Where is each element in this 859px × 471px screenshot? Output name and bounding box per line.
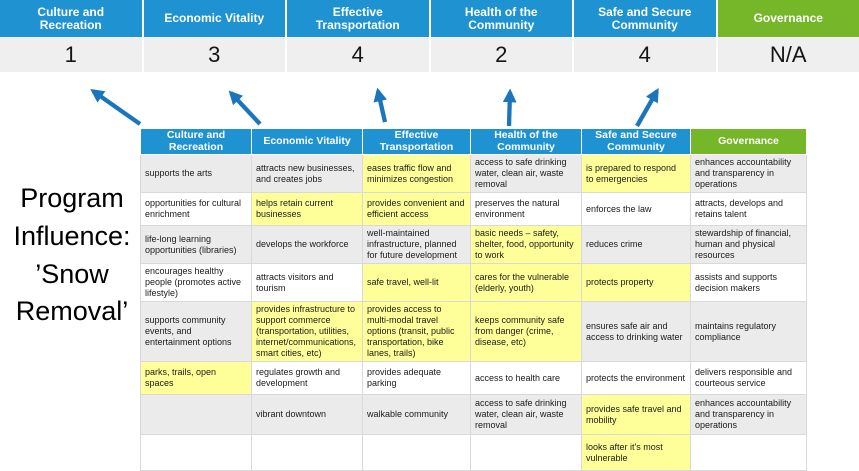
matrix-cell-r6-c5: protects the environment bbox=[582, 362, 691, 395]
matrix-cell-r4-c2: attracts visitors and tourism bbox=[252, 264, 363, 302]
matrix-cell-r3-c3: well-maintained infrastructure, planned for future development bbox=[363, 226, 471, 264]
matrix-cell-r7-c5: provides safe travel and mobility bbox=[582, 395, 691, 435]
influence-arrow-4 bbox=[637, 91, 657, 126]
matrix-cell-r6-c6: delivers responsible and courteous service bbox=[691, 362, 807, 395]
influence-matrix-table bbox=[140, 128, 807, 471]
matrix-cell-r2-c1: opportunities for cultural enrichment bbox=[141, 193, 252, 226]
category-header-4: Safe and Secure Community bbox=[574, 0, 716, 37]
matrix-cell-r8-c5: looks after it's most vulnerable bbox=[582, 435, 691, 471]
matrix-cell-r1-c3: eases traffic flow and minimizes congestion bbox=[363, 155, 471, 193]
matrix-cell-r1-c1: supports the arts bbox=[141, 155, 252, 193]
matrix-cell-r6-c3: provides adequate parking bbox=[363, 362, 471, 395]
score-value-2: 4 bbox=[287, 38, 429, 72]
matrix-cell-r5-c5: ensures safe air and access to drinking water bbox=[582, 302, 691, 362]
influence-arrow-1 bbox=[231, 93, 260, 124]
category-header-0: Culture and Recreation bbox=[0, 0, 142, 37]
matrix-cell-r4-c5: protects property bbox=[582, 264, 691, 302]
score-value-1: 3 bbox=[144, 38, 286, 72]
matrix-row-1 bbox=[141, 155, 807, 193]
matrix-cell-r7-c6: enhances accountability and transparency in operations bbox=[691, 395, 807, 435]
matrix-row-8 bbox=[141, 435, 807, 471]
score-value-0: 1 bbox=[0, 38, 142, 72]
score-value-4: 4 bbox=[574, 38, 716, 72]
matrix-cell-r6-c1: parks, trails, open spaces bbox=[141, 362, 252, 395]
matrix-cell-r1-c2: attracts new businesses, and creates jobs bbox=[252, 155, 363, 193]
matrix-cell-r5-c6: maintains regulatory compliance bbox=[691, 302, 807, 362]
arrows-layer bbox=[0, 74, 859, 128]
category-header-3: Health of the Community bbox=[431, 0, 573, 37]
score-value-5: N/A bbox=[718, 38, 859, 72]
matrix-col-header-2: Effective Transportation bbox=[363, 129, 471, 155]
category-header-1: Economic Vitality bbox=[144, 0, 286, 37]
matrix-col-header-5: Governance bbox=[691, 129, 807, 155]
matrix-row-6 bbox=[141, 362, 807, 395]
category-header-row bbox=[0, 0, 859, 37]
score-value-3: 2 bbox=[431, 38, 573, 72]
matrix-cell-r7-c3: walkable community bbox=[363, 395, 471, 435]
influence-arrow-3 bbox=[509, 92, 510, 126]
matrix-cell-r1-c4: access to safe drinking water, clean air, waste removal bbox=[471, 155, 582, 193]
matrix-cell-r2-c6: attracts, develops and retains talent bbox=[691, 193, 807, 226]
matrix-col-header-1: Economic Vitality bbox=[252, 129, 363, 155]
matrix-cell-r8-c3 bbox=[363, 435, 471, 471]
matrix-cell-r2-c4: preserves the natural environment bbox=[471, 193, 582, 226]
matrix-body bbox=[141, 155, 807, 471]
matrix-cell-r3-c4: basic needs – safety, shelter, food, opportunity to work bbox=[471, 226, 582, 264]
category-header-2: Effective Transportation bbox=[287, 0, 429, 37]
matrix-row-5 bbox=[141, 302, 807, 362]
matrix-cell-r5-c2: provides infrastructure to support commerce (transportation, utilities, internet/communications, smart cities, etc) bbox=[252, 302, 363, 362]
matrix-cell-r4-c4: cares for the vulnerable (elderly, youth) bbox=[471, 264, 582, 302]
matrix-cell-r8-c2 bbox=[252, 435, 363, 471]
matrix-cell-r4-c1: encourages healthy people (promotes active lifestyle) bbox=[141, 264, 252, 302]
matrix-cell-r6-c2: regulates growth and development bbox=[252, 362, 363, 395]
matrix-cell-r6-c4: access to health care bbox=[471, 362, 582, 395]
matrix-col-header-0: Culture and Recreation bbox=[141, 129, 252, 155]
matrix-cell-r1-c6: enhances accountability and transparency in operations bbox=[691, 155, 807, 193]
matrix-cell-r5-c4: keeps community safe from danger (crime, disease, etc) bbox=[471, 302, 582, 362]
matrix-cell-r7-c2: vibrant downtown bbox=[252, 395, 363, 435]
matrix-cell-r2-c5: enforces the law bbox=[582, 193, 691, 226]
matrix-cell-r8-c6 bbox=[691, 435, 807, 471]
matrix-cell-r8-c1 bbox=[141, 435, 252, 471]
matrix-cell-r1-c5: is prepared to respond to emergencies bbox=[582, 155, 691, 193]
matrix-col-header-3: Health of the Community bbox=[471, 129, 582, 155]
matrix-cell-r3-c6: stewardship of financial, human and physical resources bbox=[691, 226, 807, 264]
matrix-cell-r4-c6: assists and supports decision makers bbox=[691, 264, 807, 302]
matrix-cell-r3-c1: life-long learning opportunities (libraries) bbox=[141, 226, 252, 264]
matrix-cell-r7-c4: access to safe drinking water, clean air, waste removal bbox=[471, 395, 582, 435]
matrix-row-4 bbox=[141, 264, 807, 302]
category-header-5: Governance bbox=[718, 0, 859, 37]
influence-arrow-2 bbox=[378, 91, 385, 122]
matrix-cell-r5-c1: supports community events, and entertainment options bbox=[141, 302, 252, 362]
program-influence-label: Program Influence: ’Snow Removal’ bbox=[2, 180, 142, 331]
matrix-row-2 bbox=[141, 193, 807, 226]
influence-arrow-0 bbox=[93, 91, 140, 124]
matrix-cell-r3-c2: develops the workforce bbox=[252, 226, 363, 264]
matrix-header-row bbox=[141, 129, 807, 155]
score-row bbox=[0, 38, 859, 72]
matrix-cell-r4-c3: safe travel, well-lit bbox=[363, 264, 471, 302]
matrix-cell-r7-c1 bbox=[141, 395, 252, 435]
matrix-row-7 bbox=[141, 395, 807, 435]
matrix-col-header-4: Safe and Secure Community bbox=[582, 129, 691, 155]
matrix-cell-r2-c3: provides convenient and efficient access bbox=[363, 193, 471, 226]
matrix-cell-r8-c4 bbox=[471, 435, 582, 471]
matrix-cell-r3-c5: reduces crime bbox=[582, 226, 691, 264]
matrix-cell-r2-c2: helps retain current businesses bbox=[252, 193, 363, 226]
matrix-row-3 bbox=[141, 226, 807, 264]
matrix-cell-r5-c3: provides access to multi-modal travel options (transit, public transportation, bike lanes, trails) bbox=[363, 302, 471, 362]
